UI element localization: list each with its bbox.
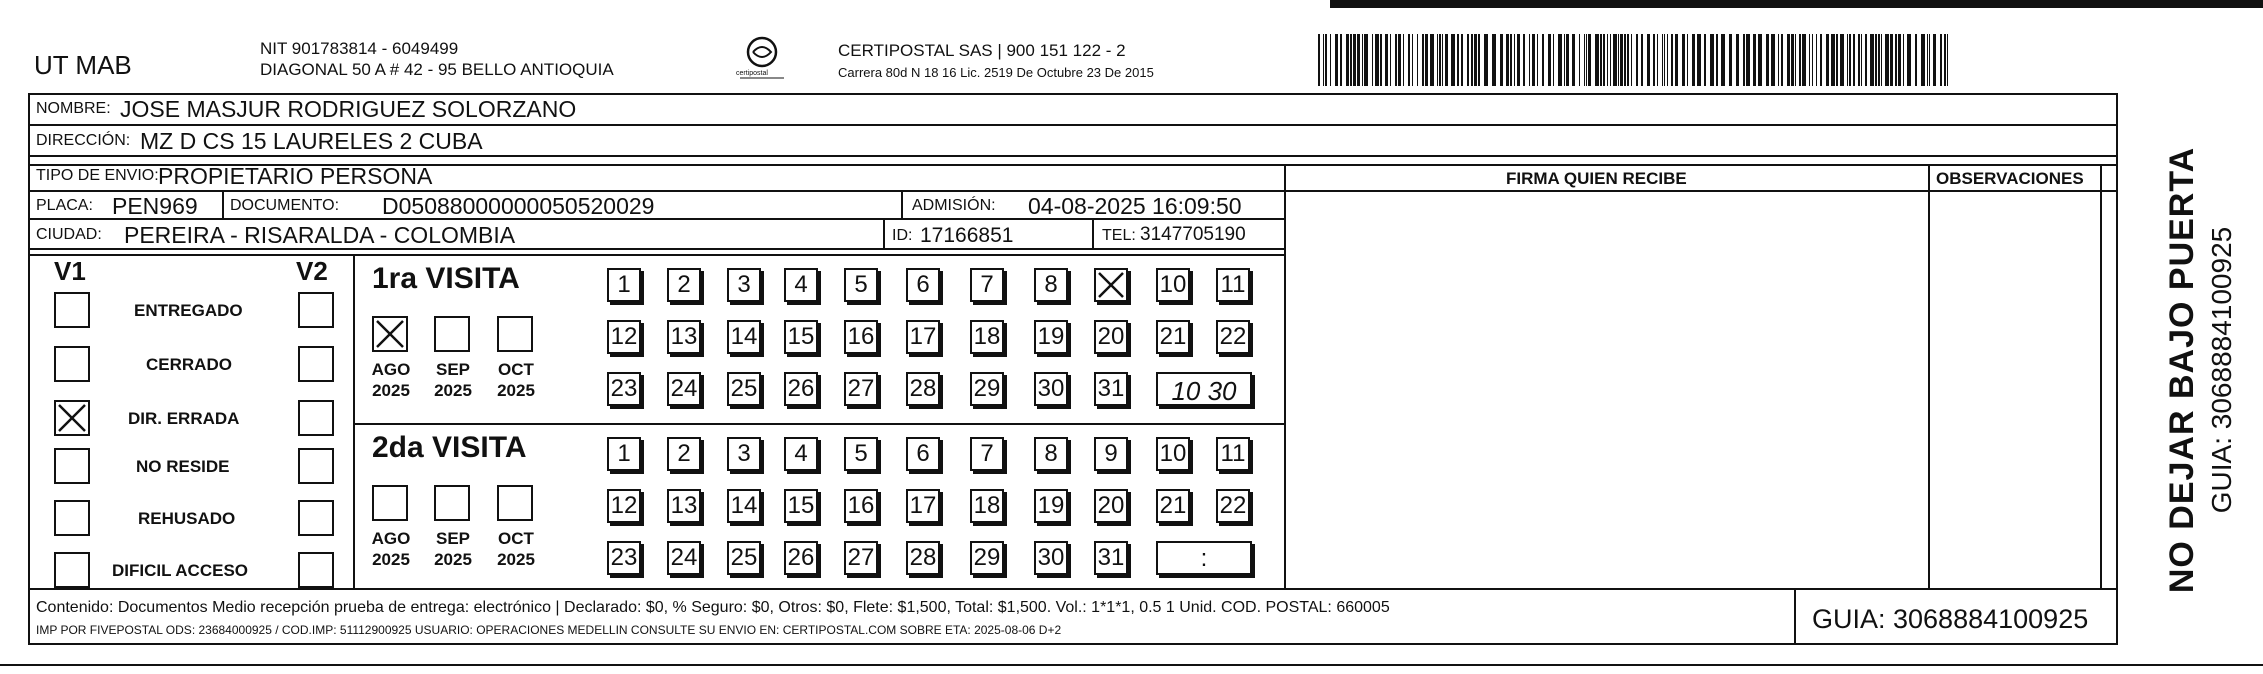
placa-value: PEN969 [112, 193, 198, 219]
calendar-day[interactable]: 9 [1094, 437, 1128, 471]
calendar-day[interactable]: 27 [844, 372, 878, 406]
month-label: OCT [498, 360, 534, 379]
certipostal-logo [732, 34, 792, 86]
side-guia: GUIA: 3068884100925 [2206, 226, 2237, 514]
month-year: 2025 [372, 381, 410, 400]
calendar-day[interactable]: 22 [1216, 489, 1250, 523]
id-label: ID: [892, 227, 913, 244]
direccion-label: DIRECCIÓN: [36, 132, 131, 149]
calendar-day[interactable]: 4 [784, 268, 818, 302]
v1-checkbox[interactable] [54, 552, 90, 588]
calendar-day[interactable]: 17 [906, 489, 940, 523]
tipo-value: PROPIETARIO PERSONA [158, 163, 433, 189]
calendar-day[interactable]: 18 [970, 320, 1004, 354]
calendar-day[interactable]: 1 [607, 268, 641, 302]
admision-label: ADMISIÓN: [912, 197, 996, 214]
calendar-day[interactable]: 8 [1034, 268, 1068, 302]
status-label: REHUSADO [138, 509, 236, 528]
calendar-day[interactable]: 4 [784, 437, 818, 471]
month-year: 2025 [434, 381, 472, 400]
visit-title: 2da VISITA [372, 431, 527, 464]
v2-checkbox[interactable] [298, 292, 334, 328]
placa-label: PLACA: [36, 197, 93, 214]
ciudad-label: CIUDAD: [36, 226, 102, 243]
month-year: 2025 [372, 550, 410, 569]
calendar-day[interactable]: 2 [667, 268, 701, 302]
tipo-label: TIPO DE ENVIO: [36, 167, 159, 184]
status-label: DIFICIL ACCESO [112, 561, 249, 580]
calendar-day[interactable]: 5 [844, 268, 878, 302]
firma-header: FIRMA QUIEN RECIBE [1506, 169, 1687, 188]
v1-checkbox[interactable] [54, 346, 90, 382]
calendar-day[interactable]: 18 [970, 489, 1004, 523]
visit-time-box[interactable] [1156, 372, 1252, 406]
calendar-day[interactable]: 16 [844, 489, 878, 523]
divider-id [883, 218, 885, 248]
calendar-day[interactable]: 21 [1156, 320, 1190, 354]
nombre-value: JOSE MASJUR RODRIGUEZ SOLORZANO [120, 96, 577, 122]
footer-print-info: IMP POR FIVEPOSTAL ODS: 23684000925 / COD.IMP: 51112900925 USUARIO: OPERACIONES MEDELLIN CONSULTE SU ENVIO EN: CERTIPOSTAL.COM SOBRE ETA: 2025-08-06 D+2 [36, 623, 1062, 637]
footer-contents: Contenido: Documentos Medio recepción prueba de entrega: electrónico | Declarado: $0, % Seguro: $0, Otros: $0, Flete: $1,500, Total: $1,500. Vol.: 1*1*1, 0.5 1 Unid. COD. POSTAL: 660005 [36, 599, 1390, 616]
rule-visit-divider [353, 423, 1284, 425]
v2-checkbox[interactable] [298, 552, 334, 588]
month-checkbox[interactable] [497, 316, 533, 352]
calendar-day[interactable]: 2 [667, 437, 701, 471]
rule-2 [30, 155, 2118, 157]
divider-footer-guia [1794, 588, 1796, 645]
calendar-day[interactable]: 14 [727, 320, 761, 354]
status-label: NO RESIDE [136, 457, 230, 476]
calendar-day[interactable]: 3 [727, 268, 761, 302]
footer-guia: GUIA: 3068884100925 [1812, 604, 2089, 634]
v2-checkbox[interactable] [298, 400, 334, 436]
calendar-day[interactable]: 31 [1094, 372, 1128, 406]
v1-label: V1 [54, 256, 86, 286]
tel-label: TEL: [1102, 227, 1136, 244]
v2-checkbox[interactable] [298, 500, 334, 536]
rule-4 [30, 190, 2118, 192]
calendar-day[interactable]: 19 [1034, 489, 1068, 523]
calendar-day[interactable]: 20 [1094, 320, 1128, 354]
calendar-day[interactable]: 8 [1034, 437, 1068, 471]
calendar-day[interactable]: 27 [844, 541, 878, 575]
calendar-day[interactable]: 12 [607, 489, 641, 523]
divider-status-visit [353, 254, 355, 588]
calendar-day[interactable]: 10 [1156, 268, 1190, 302]
calendar-day[interactable]: 31 [1094, 541, 1128, 575]
calendar-day[interactable]: 23 [607, 541, 641, 575]
v1-checkbox[interactable] [54, 292, 90, 328]
tel-value: 3147705190 [1140, 224, 1246, 245]
calendar-day[interactable]: 12 [607, 320, 641, 354]
handwritten-x-mark [374, 318, 406, 350]
col-obs-right [2100, 164, 2102, 588]
calendar-day[interactable]: 22 [1216, 320, 1250, 354]
company-nit: NIT 901783814 - 6049499 [260, 39, 459, 58]
v1-checkbox[interactable] [54, 448, 90, 484]
month-label: OCT [498, 529, 534, 548]
calendar-day[interactable] [1094, 268, 1128, 302]
calendar-day[interactable]: 17 [906, 320, 940, 354]
month-label: SEP [435, 529, 471, 548]
month-checkbox[interactable] [434, 316, 470, 352]
visit-time: 10 30 [1171, 376, 1237, 406]
calendar-day[interactable]: 13 [667, 489, 701, 523]
divider-tel [1092, 218, 1094, 248]
calendar-day[interactable]: 25 [727, 541, 761, 575]
calendar-day[interactable]: 26 [784, 372, 818, 406]
calendar-day[interactable]: 25 [727, 372, 761, 406]
month-label: AGO [371, 360, 411, 379]
company-address: DIAGONAL 50 A # 42 - 95 BELLO ANTIOQUIA [260, 60, 614, 79]
nombre-label: NOMBRE: [36, 100, 111, 117]
month-year: 2025 [497, 550, 535, 569]
month-year: 2025 [497, 381, 535, 400]
calendar-day[interactable]: 16 [844, 320, 878, 354]
calendar-day[interactable]: 3 [727, 437, 761, 471]
calendar-day[interactable]: 6 [906, 268, 940, 302]
carrier-name: CERTIPOSTAL SAS | 900 151 122 - 2 [838, 41, 1126, 60]
calendar-day[interactable]: 11 [1216, 437, 1250, 471]
rule-1 [30, 124, 2118, 126]
rule-7 [30, 254, 1284, 256]
month-year: 2025 [434, 550, 472, 569]
logo-wordmark: certipostal [736, 70, 768, 77]
observaciones-header: OBSERVACIONES [1936, 169, 2084, 188]
carrier-license: Carrera 80d N 18 16 Lic. 2519 De Octubre 23 De 2015 [838, 65, 1154, 80]
calendar-day[interactable]: 15 [784, 320, 818, 354]
v1-checkbox[interactable] [54, 400, 90, 436]
calendar-day[interactable]: 1 [607, 437, 641, 471]
documento-label: DOCUMENTO: [230, 197, 340, 214]
rule-footer [30, 588, 2118, 590]
visit-title: 1ra VISITA [372, 262, 520, 295]
calendar-day[interactable]: 29 [970, 372, 1004, 406]
bottom-edge-line [0, 664, 2263, 666]
divider-placa [222, 190, 224, 218]
calendar-day[interactable]: 30 [1034, 541, 1068, 575]
divider-admision [901, 190, 903, 218]
month-checkbox[interactable] [372, 316, 408, 352]
direccion-value: MZ D CS 15 LAURELES 2 CUBA [140, 128, 483, 154]
calendar-day[interactable]: 13 [667, 320, 701, 354]
company-name: UT MAB [34, 50, 132, 80]
col-obs-left [1928, 164, 1930, 588]
calendar-day[interactable]: 7 [970, 268, 1004, 302]
handwritten-x-mark [1096, 270, 1126, 300]
calendar-day[interactable]: 26 [784, 541, 818, 575]
calendar-day[interactable]: 28 [906, 372, 940, 406]
calendar-day[interactable]: 23 [607, 372, 641, 406]
documento-value: D050880000000505200​29 [382, 193, 655, 219]
calendar-day[interactable]: 24 [667, 372, 701, 406]
month-checkbox[interactable] [497, 485, 533, 521]
col-firma-left [1284, 164, 1286, 588]
calendar-day[interactable]: 5 [844, 437, 878, 471]
calendar-day[interactable]: 28 [906, 541, 940, 575]
visit-time: : [1200, 545, 1208, 572]
top-edge-bar [1330, 0, 2263, 8]
v2-label: V2 [296, 256, 328, 286]
month-checkbox[interactable] [372, 485, 408, 521]
rule-6 [30, 248, 1284, 250]
handwritten-x-mark [56, 402, 88, 434]
month-label: AGO [371, 529, 411, 548]
admision-value: 04-08-2025 16:09:50 [1028, 193, 1242, 219]
calendar-day[interactable]: 30 [1034, 372, 1068, 406]
calendar-day[interactable]: 29 [970, 541, 1004, 575]
calendar-day[interactable]: 20 [1094, 489, 1128, 523]
status-label: CERRADO [146, 355, 232, 374]
calendar-day[interactable]: 15 [784, 489, 818, 523]
status-label: ENTREGADO [134, 301, 243, 320]
v2-checkbox[interactable] [298, 448, 334, 484]
v1-checkbox[interactable] [54, 500, 90, 536]
barcode [1318, 34, 1952, 86]
calendar-day[interactable]: 24 [667, 541, 701, 575]
id-value: 17166851 [920, 224, 1014, 247]
visit-time-box[interactable] [1156, 541, 1252, 575]
calendar-day[interactable]: 19 [1034, 320, 1068, 354]
ciudad-value: PEREIRA - RISARALDA - COLOMBIA [124, 222, 516, 248]
calendar-day[interactable]: 21 [1156, 489, 1190, 523]
v2-checkbox[interactable] [298, 346, 334, 382]
month-label: SEP [435, 360, 471, 379]
calendar-day[interactable]: 11 [1216, 268, 1250, 302]
side-warning: NO DEJAR BAJO PUERTA [2163, 146, 2201, 594]
calendar-day[interactable]: 6 [906, 437, 940, 471]
status-label: DIR. ERRADA [128, 409, 240, 428]
month-checkbox[interactable] [434, 485, 470, 521]
calendar-day[interactable]: 7 [970, 437, 1004, 471]
calendar-day[interactable]: 10 [1156, 437, 1190, 471]
calendar-day[interactable]: 14 [727, 489, 761, 523]
